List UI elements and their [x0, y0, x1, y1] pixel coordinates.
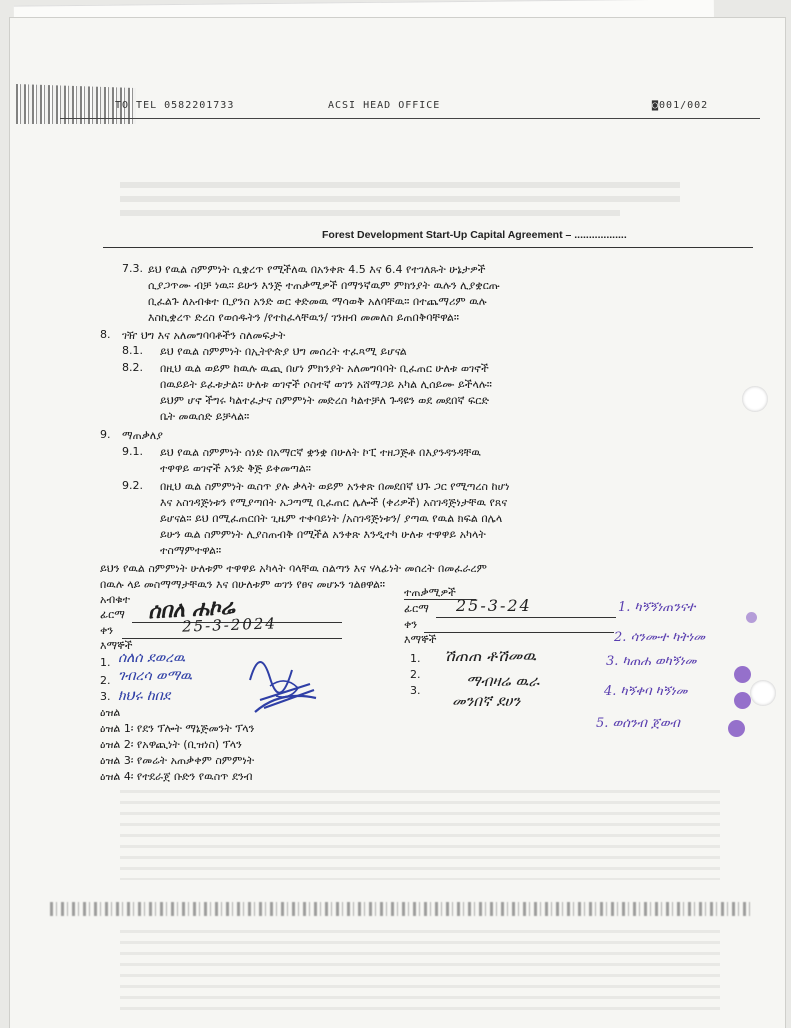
- ghost-line: [120, 196, 680, 202]
- beneficiary-name: 3. ካጠሐ ወካኝነመ: [606, 654, 697, 669]
- handwritten-date: 25-3-2024: [181, 614, 278, 636]
- witness-number: 3.: [410, 684, 421, 697]
- thumbprint: [746, 612, 757, 623]
- signature-label: ፊርማ: [100, 608, 125, 621]
- section-number: 9.: [100, 428, 111, 441]
- document-title: Forest Development Start-Up Capital Agreement – ..................: [322, 229, 627, 241]
- beneficiary-name: 2. ሳንሙተ ካትነመ: [614, 630, 706, 645]
- ghost-line: [120, 182, 680, 188]
- punch-hole: [750, 680, 776, 706]
- clause-text: ቢፈልጉ ለአብቁተ ቢያንስ አንድ ወር ቀድመዉ ማሳወቅ አለባቸዉ። በተጨማሪም ዉሉ: [148, 295, 487, 308]
- clause-text: በዉይይት ይፈቱታል። ሁለቱ ወገኖች ሶስተኛ ወገን አሸማጋይ አካል ሊሰይሙ ይችላሉ።: [160, 378, 492, 391]
- clause-text: ተስማምተዋል።: [160, 544, 222, 557]
- party-heading-right: ተጠቃሚዎች: [404, 586, 456, 599]
- witness-number: 3.: [100, 690, 111, 703]
- witness-heading: እማኞች: [404, 633, 437, 646]
- date-line: [122, 638, 342, 639]
- handwritten-date: 25-3-24: [456, 596, 532, 615]
- handwritten-witness: ማብዛሬ ዉራ: [466, 672, 540, 690]
- fax-office: ACSI HEAD OFFICE: [328, 100, 441, 111]
- clause-text: ይህ የዉል ስምምነት ሰነድ በአማርኛ ቋንቋ በሁለት ኮፒ ተዘጋጅቶ በእያንዳንዳቸዉ: [160, 446, 481, 459]
- clause-number: 8.1.: [122, 344, 143, 357]
- annex-item: ዕዝል 3፡ የመሬት አጠቃቀም ስምምነት: [100, 754, 255, 767]
- signature-label: ፊርማ: [404, 602, 429, 615]
- closing-text: በዉሉ ላይ መስማማታቸዉን እና በሁለቱም ወገን የፀና መሆኑን ገልፀዋል።: [100, 578, 386, 591]
- thumbprint: [728, 720, 745, 737]
- closing-text: ይህን የዉል ስምምነት ሁለቱም ተዋዋይ አካላት ባላቸዉ ስልጣን እና ሃላፊነት መሰረት በመፈራረም: [100, 562, 487, 575]
- section-number: 8.: [100, 328, 111, 341]
- header-rule: [103, 247, 753, 248]
- clause-text: በዚህ ዉል ስምምነት ዉስጥ ያሉ ቃላት ወይም አንቀጽ በመደበኛ ህጉ ጋር የሚጣረስ ከሆነ: [160, 480, 510, 493]
- clause-text: ይሆናል። ይህ በሚፈጠርበት ጊዜም ተቀባይነት /አስገዳጅነቱን/ ያጣዉ የዉል ክፍል በሌላ: [160, 512, 503, 525]
- annex-item: ዕዝል 2፡ የአዋጪነት (ቢዝነስ) ፕላን: [100, 738, 242, 751]
- punch-hole: [742, 386, 768, 412]
- beneficiary-name: 4. ካኝቀባ ካኝነመ: [604, 684, 688, 699]
- thumbprint: [734, 666, 751, 683]
- clause-text: በዚህ ዉል ወይም ከዉሉ ዉጪ በሆነ ምክንያት አለመግባባት ቢፈጠር ሁለቱ ወገኖች: [160, 362, 489, 375]
- handwritten-witness: ገብረሳ ወማዉ: [118, 668, 193, 684]
- clause-text: ይህ የዉል ስምምነት ሲቋረጥ የሚችለዉ በአንቀጽ 4.5 እና 6.4 የተገለጹት ሁኔታዎች: [148, 263, 486, 276]
- beneficiary-name: 5. ወሰንብ ጀወብ: [596, 716, 680, 731]
- clause-number: 9.1.: [122, 445, 143, 458]
- clause-text: እስኪቋረጥ ድረስ የወሰዱትን /የተከፈላቸዉን/ ገንዘብ መመለስ ይጠበቅባቸዋል።: [148, 311, 460, 324]
- handwritten-signature: ሰበለ ሐኮሬ: [147, 593, 236, 624]
- witness-number: 2.: [100, 674, 111, 687]
- thumbprint: [734, 692, 751, 709]
- fax-tel: TO TEL 0582201733: [115, 100, 235, 111]
- clause-text: ይህም ሆኖ ችግሩ ካልተፈታና ስምምነት መድረስ ካልተቻለ ጉዳዩን ወደ መደበኛ ፍርድ: [160, 394, 489, 407]
- clause-text: ተዋዋይ ወገኖች አንድ ቅጅ ይቀመጣል።: [160, 462, 311, 475]
- clause-text: ይህ የዉል ስምምነት በኢትዮጵያ ህግ መሰረት ተፈጻሚ ይሆናል: [160, 345, 407, 358]
- party-heading-left: አብቁተ: [100, 593, 131, 606]
- fax-page-icon: ◙: [652, 100, 660, 111]
- clause-text: ሲያጋጥሙ ብቻ ነዉ። ይሁን እንጅ ተጠቃሚዎች በማንኛዉም ምክንያት ዉሉን ሊያቋርጡ: [148, 279, 500, 292]
- fax-smear: [50, 902, 750, 916]
- signature-line: [436, 617, 616, 618]
- bleed-through-text: [120, 930, 720, 1010]
- witness-number: 2.: [410, 668, 421, 681]
- handwritten-witness: ሰለሰ ደወረዉ: [118, 650, 186, 666]
- date-label: ቀን: [404, 618, 418, 631]
- clause-number: 8.2.: [122, 361, 143, 374]
- section-title: ገዥ ህግ እና አለመግባባቶችን ስለመፍታት: [122, 329, 286, 342]
- clause-text: እና አስገዳጅነቱን የሚያጣበት አጋጣሚ ቢፈጠር ሌሎች (ቀሪዎች) አስገዳጅነታቸዉ የጸና: [160, 496, 508, 509]
- clause-number: 9.2.: [122, 479, 143, 492]
- witness-signature-scribbles: [240, 640, 320, 720]
- witness-number: 1.: [410, 652, 421, 665]
- clause-number: 7.3.: [122, 262, 143, 275]
- ghost-line: [120, 210, 620, 216]
- clause-text: ቤት መዉሰድ ይቻላል።: [160, 410, 250, 423]
- annex-item: ዕዝል 4፡ የተደራጀ ቡድን የዉስጥ ደንብ: [100, 770, 253, 783]
- date-line: [424, 632, 614, 633]
- date-label: ቀን: [100, 624, 114, 637]
- handwritten-witness: መንበኛ ደሀን: [452, 692, 521, 710]
- beneficiary-name: 1. ካኝኝነጠንናተ: [618, 600, 696, 615]
- handwritten-witness: ክህሩ ከበደ: [118, 688, 171, 704]
- witness-heading: እማኞች: [100, 639, 133, 652]
- annex-item: ዕዝል 1፡ የደን ፕሎት ማኔጅመንት ፕላን: [100, 722, 255, 735]
- handwritten-witness: ሽጠጠ ቶሽመዉ: [444, 646, 537, 665]
- fax-rule: [60, 118, 760, 119]
- section-title: ማጠቃለያ: [122, 429, 163, 442]
- fax-page-counter: ◙001/002: [652, 100, 709, 111]
- witness-number: 1.: [100, 656, 111, 669]
- clause-text: ይሁን ዉል ስምምነት ሊያስጠብቅ በሚችል አንቀጽ እንዲተካ ሁለቱ ተዋዋይ አካላት: [160, 528, 486, 541]
- annex-heading: ዕዝል: [100, 706, 121, 719]
- bleed-through-text: [120, 790, 720, 880]
